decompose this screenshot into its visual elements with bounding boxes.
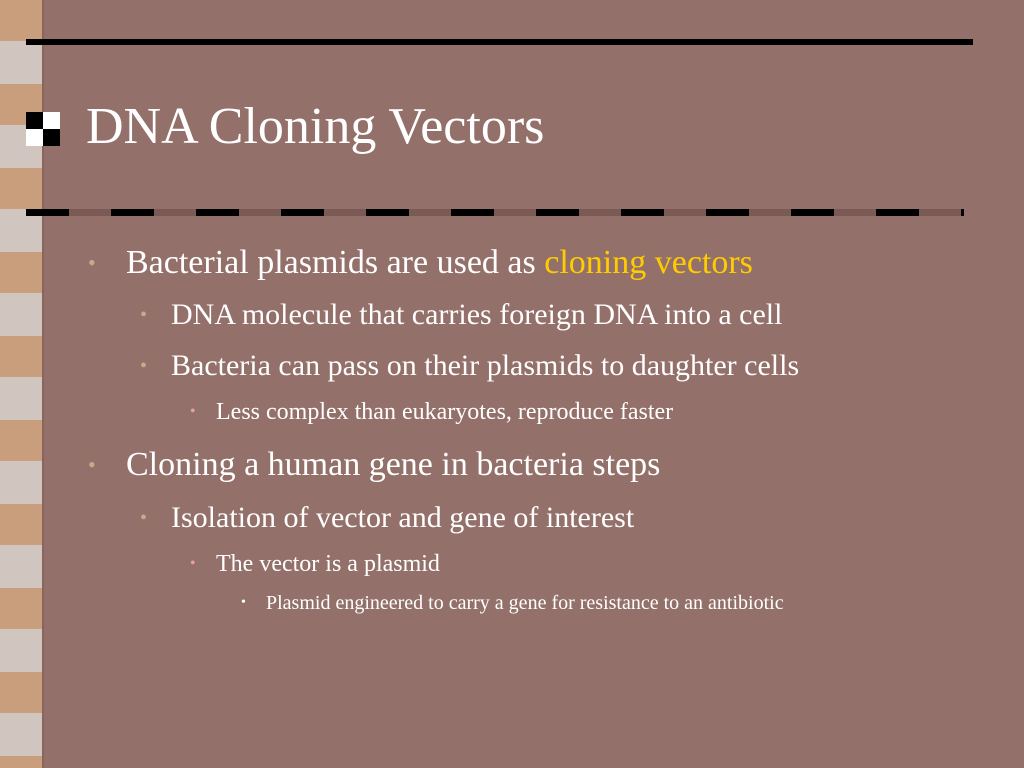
bullet-dot-icon: • xyxy=(190,555,196,572)
bullet-item xyxy=(88,445,660,485)
bullet-dot-icon: • xyxy=(140,304,148,326)
bullet-text: DNA molecule that carries foreign DNA into a cell xyxy=(171,298,783,331)
bullet-dot-icon: • xyxy=(88,452,96,477)
bullet-item xyxy=(140,348,799,384)
top-rule xyxy=(26,39,973,45)
bullet-dot-icon: • xyxy=(88,250,96,275)
bullet-item xyxy=(190,549,440,579)
bullet-text: Plasmid engineered to carry a gene for resistance to an antibiotic xyxy=(266,592,784,614)
bullet-highlight-text: cloning vectors xyxy=(544,244,753,281)
slide-title: DNA Cloning Vectors xyxy=(86,98,545,155)
square-bullet-icon xyxy=(26,112,60,146)
bullet-text: Less complex than eukaryotes, reproduce faster xyxy=(216,399,674,425)
bullet-text: Isolation of vector and gene of interest xyxy=(171,501,635,534)
bullet-dot-icon: • xyxy=(140,355,148,377)
bullet-item xyxy=(140,297,782,333)
bullet-item xyxy=(190,397,673,427)
dashed-divider xyxy=(26,209,964,216)
bullet-item xyxy=(140,500,634,536)
bullet-dot-icon: • xyxy=(241,595,246,610)
bullet-dot-icon: • xyxy=(190,403,196,420)
bullet-text: Cloning a human gene in bacteria steps xyxy=(126,446,661,483)
bullet-text: The vector is a plasmid xyxy=(216,551,440,577)
bullet-text: Bacterial plasmids are used as xyxy=(126,244,545,281)
bullet-item xyxy=(88,243,753,283)
bullet-dot-icon: • xyxy=(140,507,148,529)
bullet-item xyxy=(241,590,784,616)
bullet-text: Bacteria can pass on their plasmids to daughter cells xyxy=(171,349,800,382)
